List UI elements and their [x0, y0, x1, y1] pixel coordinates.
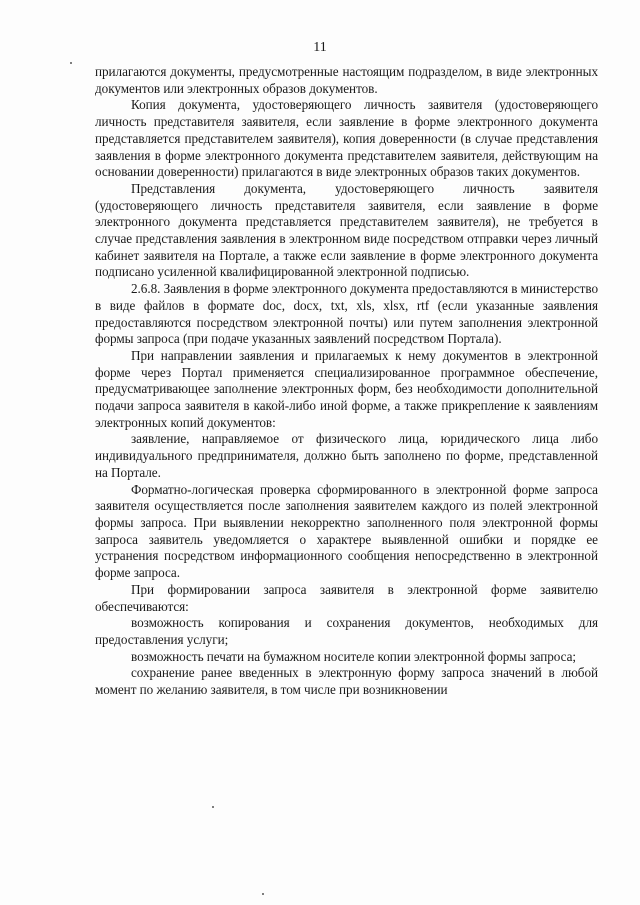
scan-speck	[212, 806, 214, 808]
paragraph-1: прилагаются документы, предусмотренные настоящим подразделом, в виде электронных документов или электронных образов документов.	[95, 64, 598, 96]
scan-speck	[262, 893, 264, 895]
paragraph-5: При направлении заявления и прилагаемых к нему документов в электронной форме через Портал применяется специализированное программное обеспечение, предусматривающее заполнение электронных форм, без необходимости дополнительной подачи запроса заявителя в какой-либо иной форме, а также прикрепление к заявлениям электронных копий документов:	[95, 347, 598, 430]
paragraph-7: Форматно-логическая проверка сформированного в электронной форме запроса заявителя осуществляется после заполнения заявителем каждого из полей электронной формы запроса. При выявлении некорректно заполненного поля электронной формы запроса заявитель уведомляется о характере выявленной ошибки и порядке ее устранения посредством информационного сообщения непосредственно в электронной форме запроса.	[95, 481, 598, 581]
paragraph-10: возможность печати на бумажном носителе копии электронной формы запроса;	[131, 648, 577, 664]
paragraph-11: сохранение ранее введенных в электронную форму запроса значений в любой момент по желанию заявителя, в том числе при возникновении	[95, 665, 598, 698]
page-number: 11	[313, 40, 327, 55]
paragraph-3: Представления документа, удостоверяющего личность заявителя (удостоверяющего личность представителя заявителя, если заявление в форме электронного документа представляется представителем заявителя), не требуется в случае представления заявления в электронном виде посредством отправки через личный кабинет заявителя на Портале, а также если заявление в форме электронного документа подписано усиленной квалифицированной электронной подписью.	[95, 180, 598, 280]
document-body	[95, 64, 598, 699]
scan-speck	[70, 62, 72, 64]
paragraph-2: Копия документа, удостоверяющего личность заявителя (удостоверяющего личность представителя заявителя, если заявление в форме электронного документа представляется представителем заявителя), копия доверенности (в случае представления заявления в форме электронного документа представителем заявителя, действующим на основании доверенности) прилагаются в виде электронных образов таких документов.	[95, 97, 598, 180]
paragraph-8: При формировании запроса заявителя в электронной форме заявителю обеспечиваются:	[95, 581, 598, 614]
paragraph-9: возможность копирования и сохранения документов, необходимых для предоставления услуги;	[95, 615, 598, 647]
paragraph-4: 2.6.8. Заявления в форме электронного документа предоставляются в министерство в виде файлов в формате doc, docx, txt, xls, xlsx, rtf (если указанные заявления предоставляются посредством электронной почты) или путем заполнения электронной формы запроса (при подаче указанных заявлений посредством Портала).	[95, 281, 598, 347]
paragraph-6: заявление, направляемое от физического лица, юридического лица либо индивидуального предпринимателя, должно быть заполнено по форме, представленной на Портале.	[95, 431, 598, 480]
